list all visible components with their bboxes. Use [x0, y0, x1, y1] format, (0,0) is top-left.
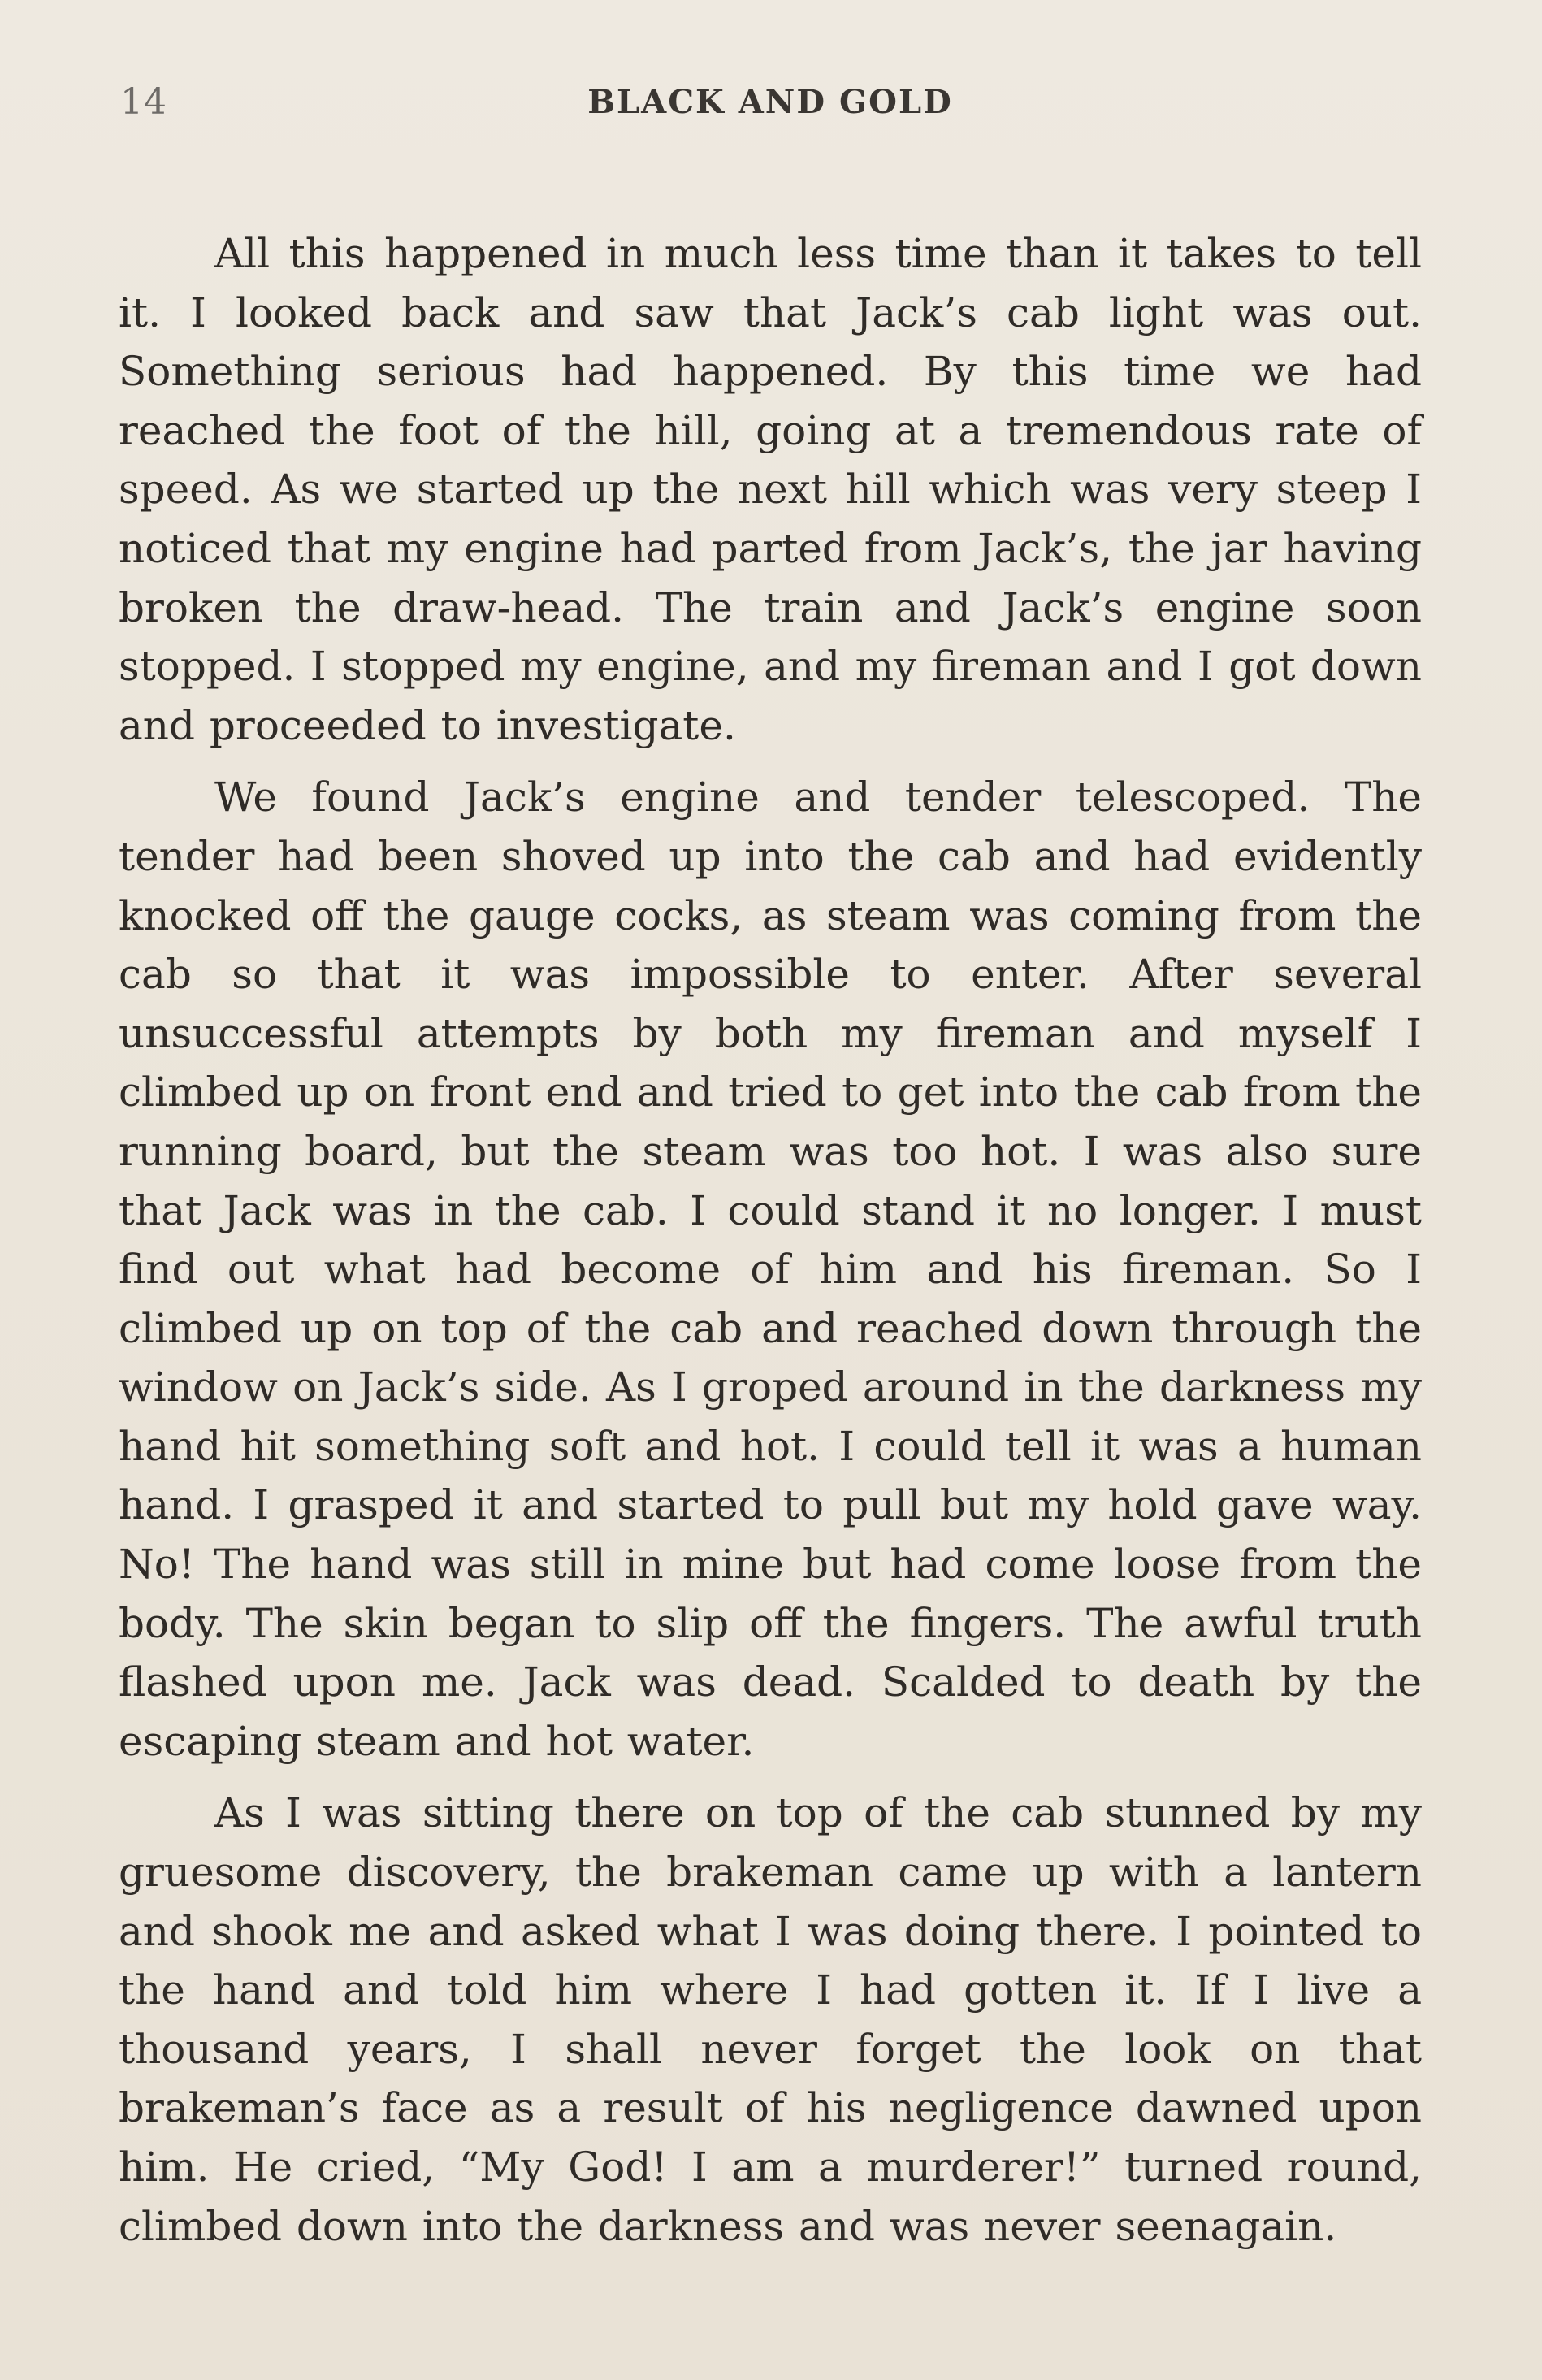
page-number: 14 [120, 81, 167, 123]
paragraph-2: We found Jack’s engine and tender telescoped. The tender had been shoved up into the cab and had evidently knocked off the gauge cocks, as steam was coming from the cab so that it was impossible to enter. After several unsuccessful attempts by both my fireman and myself I climbed up on front end and tried to get into the cab from the running board, but the steam was too hot. I was also sure that Jack was in the cab. I could stand it no longer. I must find out what had become of him and his fireman. So I climbed up on top of the cab and reached down through the window on Jack’s side. As I groped around in the darkness my hand hit something soft and hot. I could tell it was a human hand. I grasped it and started to pull but my hold gave way. No! The hand was still in mine but had come loose from the body. The skin began to slip off the fingers. The awful truth flashed upon me. Jack was dead. Scalded to death by the escaping steam and hot water. [119, 774, 1422, 1765]
body-text [119, 224, 1422, 2256]
paragraph-3: As I was sitting there on top of the cab stunned by my gruesome discovery, the brakeman came up with a lantern and shook me and asked what I was doing there. I pointed to the hand and told him where I had gotten it. If I live a thousand years, I shall never forget the look on that brakeman’s face as a result of his negligence dawned upon him. He cried, “My God! I am a murderer!” turned round, climbed down into the darkness and was never seenagain. [119, 1789, 1422, 2250]
paragraph-1: All this happened in much less time than it takes to tell it. I looked back and saw that Jack’s cab light was out. Something serious had happened. By this time we had reached the foot of the hill, going at a tremendous rate of speed. As we started up the next hill which was very steep I noticed that my engine had parted from Jack’s, the jar having broken the draw-head. The train and Jack’s engine soon stopped. I stopped my engine, and my fireman and I got down and proceeded to investigate. [119, 230, 1422, 749]
running-header [120, 78, 1420, 127]
running-title: BLACK AND GOLD [587, 83, 953, 121]
